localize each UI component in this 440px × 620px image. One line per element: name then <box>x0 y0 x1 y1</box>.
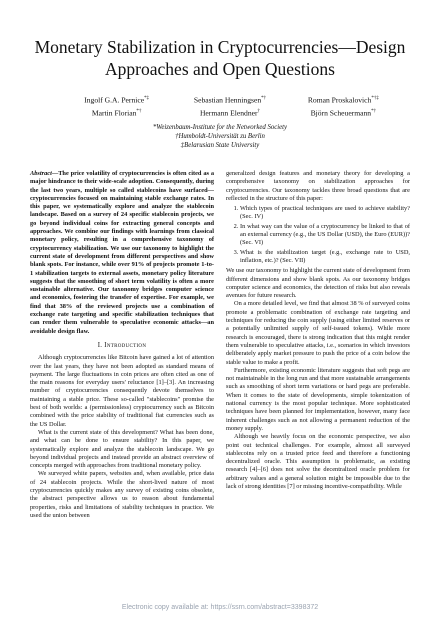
author-marks: *† <box>371 108 377 114</box>
author <box>173 94 286 106</box>
affiliation: †Humboldt-Universität zu Berlin <box>175 133 265 140</box>
paragraph: We surveyed white papers, websites and, when available, price data of 24 stablecoin projects. While the short-lived nature of most cryptocurrencies quickly makes any survey of existing coins obsolete, the abstract perspective allows us to reason about fundamental properties, risks and limitations of stability techniques in practice. We used the union between <box>30 470 214 519</box>
author-marks: *†‡ <box>371 96 379 101</box>
paragraph: What is the current state of this development? What has been done, and what can be done to ensure stability? In this paper, we systematically explore and analyze the stablecoin landscape. We go beyond individual projects and instead provide an abstract overview of concepts merged with approaches from traditional monetary policy. <box>30 428 214 470</box>
author-name: Björn Scheuermann <box>310 108 372 118</box>
paragraph: Although cryptocurrencies like Bitcoin have gained a lot of attention over the last years, they have not been adopted as standard means of payment. The large fluctuations in coin prices are often cited as one of the main reasons for everyday users' reluctance [1]–[3]. An increasing number of cryptocurrencies consequently devote themselves to maintaining a stable price. These so-called "stablecoins" promise the best of both worlds: a (permissionless) cryptocurrency such as Bitcoin combined with the price stability of traditional fiat currencies such as the US Dollar. <box>30 354 214 428</box>
paragraph: We use our taxonomy to highlight the current state of development from different dimensions and show blank spots. As our taxonomy bridges computer science and economics, the detection of risks but also reveals avenues for future research. <box>226 267 410 300</box>
list-item: 2. In what way can the value of a cryptocurrency be linked to that of an external currency (e.g., the US Dollar (USD), the Euro (EUR))? (Sec. VI) <box>240 223 410 248</box>
affiliations <box>60 123 380 150</box>
author-marks: *‡ <box>144 96 150 101</box>
author-name: Sebastian Henningsen <box>193 95 262 105</box>
section-heading: I. Introduction <box>97 341 147 349</box>
footer-link[interactable]: Electronic copy available at: https://ssrn.com/abstract=3398372 <box>121 604 319 611</box>
affiliation: *Weizenbaum-Institute for the Networked Society <box>152 124 288 131</box>
abstract <box>30 170 214 336</box>
paragraph: On a more detailed level, we find that almost 38 % of surveyed coins promote a problematic combination of exchange rate targeting and techniques for reducing the coin supply (using either limited reserves or a potentially unlimited supply of self-issued tokens). While more research is encouraged, there is strong indication that this might render them vulnerable to speculative attacks, i.e., scenarios in which investors deliberately apply market pressure to push the price of a coin below the stable value to make a profit. <box>226 300 410 366</box>
abstract-text: —The price volatility of cryptocurrencies is often cited as a major hindrance to their wide-scale adoption. Consequently, during the last two years, multiple so called stablecoins have surfaced—cryptocurrencies focused on maintaining stable exchange rates. In this paper, we systematically explore and analyze the stablecoin landscape. Based on a survey of 24 specific stablecoin projects, we go beyond individual coins for extracting general concepts and approaches. We combine our findings with learnings from classical monetary policy, resulting in a comprehensive taxonomy of cryptocurrency stabilization. We use our taxonomy to highlight the current state of development from different perspectives and show blank spots. For instance, while over 91% of projects promote 1-to-1 stabilization targets to external assets, monetary policy literature suggests that the smoothing of short term volatility is often a more sustainable alternative. Our taxonomy bridges computer science and economics, fostering the transfer of expertise. For example, we find that 38% of the reviewed projects use a combination of exchange rate targeting and specific stabilization techniques that can render them vulnerable to speculative economic attacks—an avoidable design flaw. <box>30 170 214 335</box>
list-item: 1. Which types of practical techniques are used to achieve stability? (Sec. IV) <box>240 205 410 222</box>
author-name: Martin Florian <box>91 108 137 118</box>
paragraph: Furthermore, existing economic literature suggests that soft pegs are not maintainable in the long run and that more sustainable arrangements such as smoothing of short term variations or hard pegs are preferable. When it comes to the state of developments, simple tokenization of national currency is the most popular technique. More sophisticated techniques have been planned for implementation, however, many face inherent challenges such as not allowing a permanent reduction of the money supply. <box>226 366 410 432</box>
abstract-label: Abstract <box>30 170 52 177</box>
author-marks: *† <box>261 96 267 101</box>
author-marks: *† <box>136 108 142 114</box>
author-list <box>60 94 400 118</box>
question-list <box>226 205 410 265</box>
paragraph: generalized design features and monetary theory for developing a comprehensive taxonomy on stabilization approaches for cryptocurrencies. Our taxonomy tackles three broad questions that are reflected in the structure of this paper: <box>226 170 410 202</box>
paragraph: Although we heavily focus on the economic perspective, we also point out technical challenges. For example, almost all surveyed stablecoins rely on a trusted price feed and therefore a functioning decentralized oracle. This assumption is problematic, as existing research [4]–[6] does not solve the decentralized oracle problem for arbitrary values and a general solution might be impossible due to the lack of strong identities [7] or missing incentive-compatibility. While <box>226 433 410 490</box>
author <box>173 107 286 119</box>
author-marks: † <box>257 108 261 114</box>
left-column <box>30 170 214 520</box>
list-item: 3. What is the stabilization target (e.g., exchange rate to USD, inflation, etc.)? (Sec. VII) <box>240 249 410 266</box>
author-name: Hermann Elendner <box>199 108 258 118</box>
right-column <box>226 170 410 491</box>
author-name: Roman Proskalovich <box>307 95 372 105</box>
author <box>60 107 173 119</box>
author-name: Ingolf G.A. Pernice <box>84 95 145 105</box>
author <box>287 94 400 106</box>
author <box>287 107 400 119</box>
paper-title: Monetary Stabilization in Cryptocurrencies—Design Approaches and Open Questions <box>34 37 406 79</box>
affiliation: ‡Belarusian State University <box>180 142 260 149</box>
author <box>60 94 173 106</box>
